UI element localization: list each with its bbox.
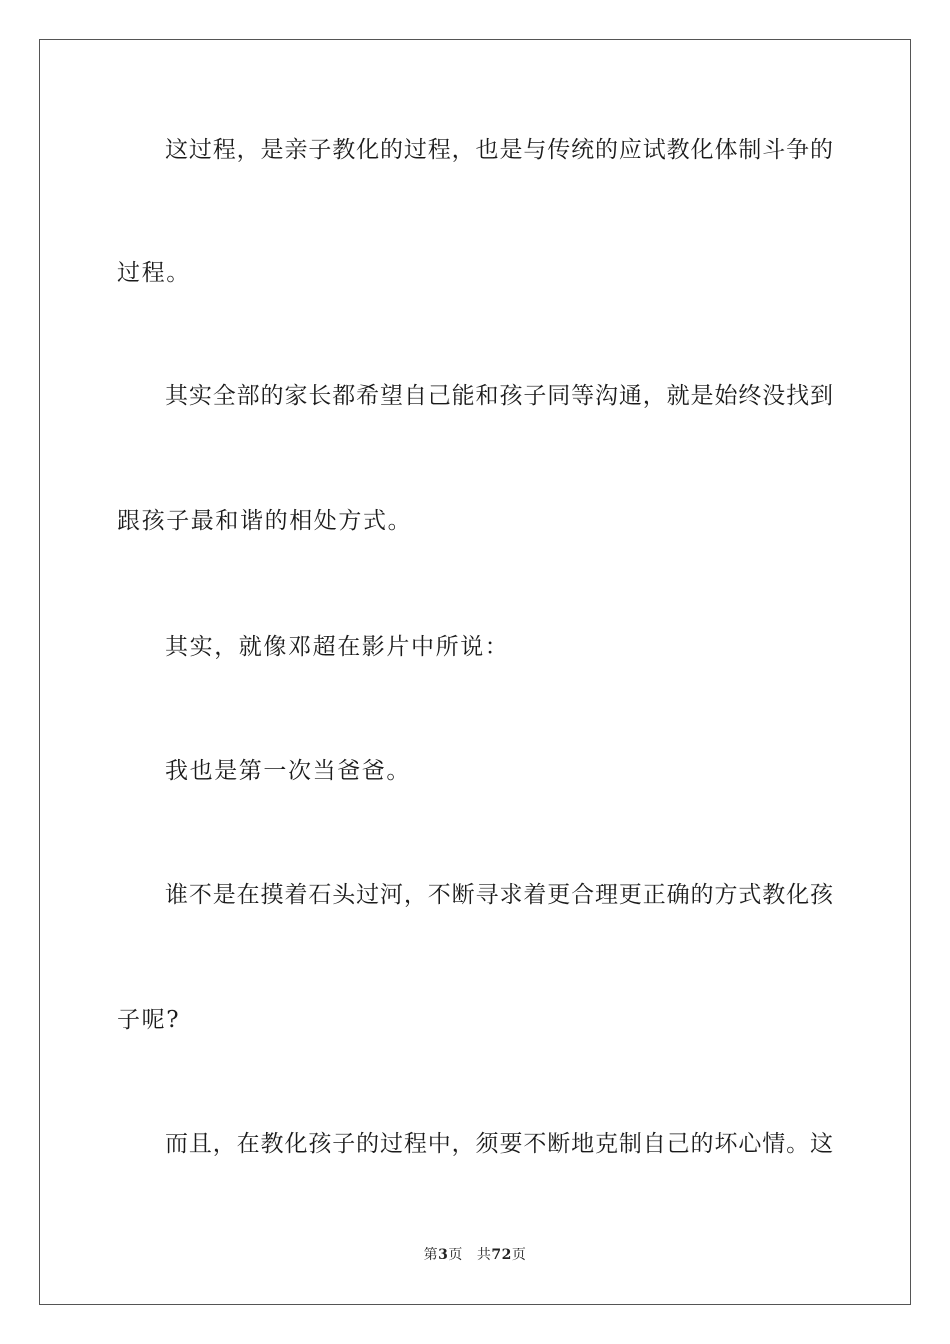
paragraph-line-6: 我也是第一次当爸爸。 xyxy=(165,758,411,784)
paragraph-line-3: 其实全部的家长都希望自己能和孩子同等沟通，就是始终没找到 xyxy=(165,383,833,409)
page-footer xyxy=(0,1246,950,1264)
footer-total-pages: 72 xyxy=(491,1247,512,1263)
paragraph-line-4: 跟孩子最和谐的相处方式。 xyxy=(117,508,413,534)
footer-page-number: 3 xyxy=(438,1247,449,1263)
footer-page-prefix: 第 xyxy=(423,1247,439,1263)
page-frame xyxy=(39,39,911,1305)
paragraph-line-8: 子呢? xyxy=(117,1007,181,1033)
footer-total-suffix: 页 xyxy=(511,1247,527,1263)
paragraph-line-5: 其实，就像邓超在影片中所说： xyxy=(165,634,510,660)
footer-total-prefix: 共 xyxy=(476,1247,492,1263)
paragraph-line-1: 这过程，是亲子教化的过程，也是与传统的应试教化体制斗争的 xyxy=(165,137,833,163)
footer-page-suffix: 页 xyxy=(448,1247,463,1263)
paragraph-line-7: 谁不是在摸着石头过河，不断寻求着更合理更正确的方式教化孩 xyxy=(165,882,833,908)
paragraph-line-2: 过程。 xyxy=(117,260,191,286)
paragraph-line-9: 而且，在教化孩子的过程中，须要不断地克制自己的坏心情。这 xyxy=(165,1131,833,1157)
